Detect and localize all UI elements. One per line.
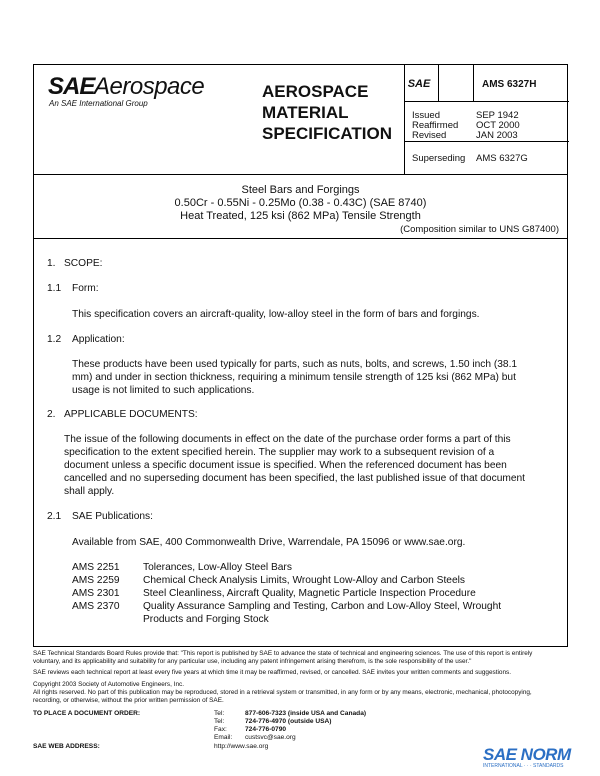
- doc-code-4: AMS 2370: [72, 601, 120, 612]
- doc-title-1: Tolerances, Low-Alloy Steel Bars: [143, 562, 292, 573]
- section-2-line-5: shall apply.: [64, 486, 115, 497]
- revised-value: JAN 2003: [476, 130, 518, 141]
- footer-rights-line-2: recording, or otherwise, without the prior written permission of SAE.: [33, 697, 224, 704]
- section-1-title: SCOPE:: [64, 258, 103, 269]
- sae-mark-icon: SAE: [407, 78, 431, 90]
- subject-line-3: Heat Treated, 125 ksi (862 MPa) Tensile Strength: [180, 210, 421, 222]
- email-value[interactable]: custsvc@sae.org: [245, 734, 296, 741]
- document-body: [33, 239, 568, 647]
- watermark-brand: SAE NORM: [483, 745, 571, 764]
- section-2-line-4: cancelled and no superseding document has been specified, the last published issue of that document: [64, 473, 526, 484]
- section-2-1-text: Available from SAE, 400 Commonwealth Drive, Warrendale, PA 15096 or www.sae.org.: [72, 537, 466, 548]
- section-2-line-3: document unless a specific document issue is specified. When the referenced document has been: [64, 460, 507, 471]
- footer-copyright: Copyright 2003 Society of Automotive Engineers, Inc.: [33, 681, 184, 688]
- header-hline-2: [404, 141, 569, 142]
- subject-composition-note: (Composition similar to UNS G87400): [400, 224, 559, 235]
- tel2-label: Tel:: [214, 718, 225, 725]
- logo-subtitle: An SAE International Group: [49, 99, 148, 108]
- tel2-value: 724-776-4970 (outside USA): [245, 718, 332, 725]
- subject-line-2: 0.50Cr - 0.55Ni - 0.25Mo (0.38 - 0.43C) (SAE 8740): [174, 197, 427, 209]
- section-1-2-title: Application:: [72, 334, 125, 345]
- footer-rights-line-1: All rights reserved. No part of this publication may be reproduced, stored in a retrieval system or transmitted, in any form or by any means, electronic, mechanical, photocopying,: [33, 689, 532, 696]
- doc-code-3: AMS 2301: [72, 588, 120, 599]
- section-1-1-number: 1.1: [47, 283, 62, 294]
- subject-line-1: Steel Bars and Forgings: [241, 184, 360, 196]
- doc-title-3: Steel Cleanliness, Aircraft Quality, Magnetic Particle Inspection Procedure: [143, 588, 476, 599]
- web-value[interactable]: http://www.sae.org: [214, 743, 269, 750]
- doc-title-4-continued: Products and Forging Stock: [143, 614, 269, 625]
- reaffirmed-value: OCT 2000: [476, 120, 520, 131]
- section-1-1-title: Form:: [72, 283, 99, 294]
- header-hline-1: [404, 101, 569, 102]
- sae-norm-watermark: [483, 745, 571, 769]
- doc-title-2: Chemical Check Analysis Limits, Wrought Low-Alloy and Carbon Steels: [143, 575, 465, 586]
- section-2-title: APPLICABLE DOCUMENTS:: [64, 409, 198, 420]
- web-label: SAE WEB ADDRESS:: [33, 743, 100, 750]
- section-1-2-line-3: usage is not limited to such applications.: [72, 385, 255, 396]
- spec-number: AMS 6327H: [482, 79, 537, 90]
- order-label: TO PLACE A DOCUMENT ORDER:: [33, 710, 141, 717]
- section-1-2-number: 1.2: [47, 334, 62, 345]
- superseding-value: AMS 6327G: [476, 153, 528, 164]
- issued-label: Issued: [412, 110, 440, 121]
- issued-value: SEP 1942: [476, 110, 519, 121]
- doc-code-2: AMS 2259: [72, 575, 120, 586]
- footer-rules-line-2: voluntary, and its applicability and suitability for any particular use, including any patent infringement arising therefrom, is the sole responsibility of the user.": [33, 658, 472, 665]
- section-1-1-text: This specification covers an aircraft-quality, low-alloy steel in the form of bars and forgings.: [72, 309, 480, 320]
- footer-rules-line-1: SAE Technical Standards Board Rules provide that: "This report is published by SAE to advance the state of technical and engineering sciences. The use of this report is entirely: [33, 650, 533, 657]
- section-2-line-2: specification to the extent specified herein. The supplier may work to a subsequent revision of a: [64, 447, 495, 458]
- doc-type-title: AEROSPACE MATERIAL SPECIFICATION: [262, 82, 393, 143]
- tel1-label: Tel:: [214, 710, 225, 717]
- sae-logo: SAE: [48, 73, 95, 100]
- section-1-number: 1.: [47, 258, 56, 269]
- section-1-2-line-1: These products have been used typically for parts, such as nuts, bolts, and screws, 1.50 inch (38.1: [72, 359, 518, 370]
- section-2-line-1: The issue of the following documents in effect on the date of the purchase order forms a part of this: [64, 434, 511, 445]
- fax-label: Fax:: [214, 726, 227, 733]
- header-box: [33, 64, 568, 175]
- watermark-sub: INTERNATIONAL · · · STANDARDS: [483, 763, 564, 769]
- section-1-2-line-2: mm) and under in section thickness, requiring a minimum tensile strength of 125 ksi (862 MPa) but: [72, 372, 516, 383]
- doc-title-4: Quality Assurance Sampling and Testing, Carbon and Low-Alloy Steel, Wrought: [143, 601, 502, 612]
- fax-value: 724-776-0790: [245, 726, 287, 733]
- email-label: Email:: [214, 734, 233, 741]
- footer-review-note: SAE reviews each technical report at least every five years at which time it may be reaffirmed, revised, or cancelled. SAE invites your written comments and suggestions.: [33, 669, 511, 676]
- section-2-number: 2.: [47, 409, 56, 420]
- section-2-1-number: 2.1: [47, 511, 62, 522]
- revised-label: Revised: [412, 130, 447, 141]
- reaffirmed-label: Reaffirmed: [412, 120, 459, 131]
- superseding-label: Superseding: [412, 153, 466, 164]
- aerospace-wordmark: Aerospace: [94, 73, 205, 100]
- section-2-1-title: SAE Publications:: [72, 511, 153, 522]
- tel1-value: 877-606-7323 (inside USA and Canada): [245, 710, 367, 717]
- subject-box: [33, 175, 568, 239]
- doc-code-1: AMS 2251: [72, 562, 120, 573]
- header-divider-1: [404, 65, 405, 174]
